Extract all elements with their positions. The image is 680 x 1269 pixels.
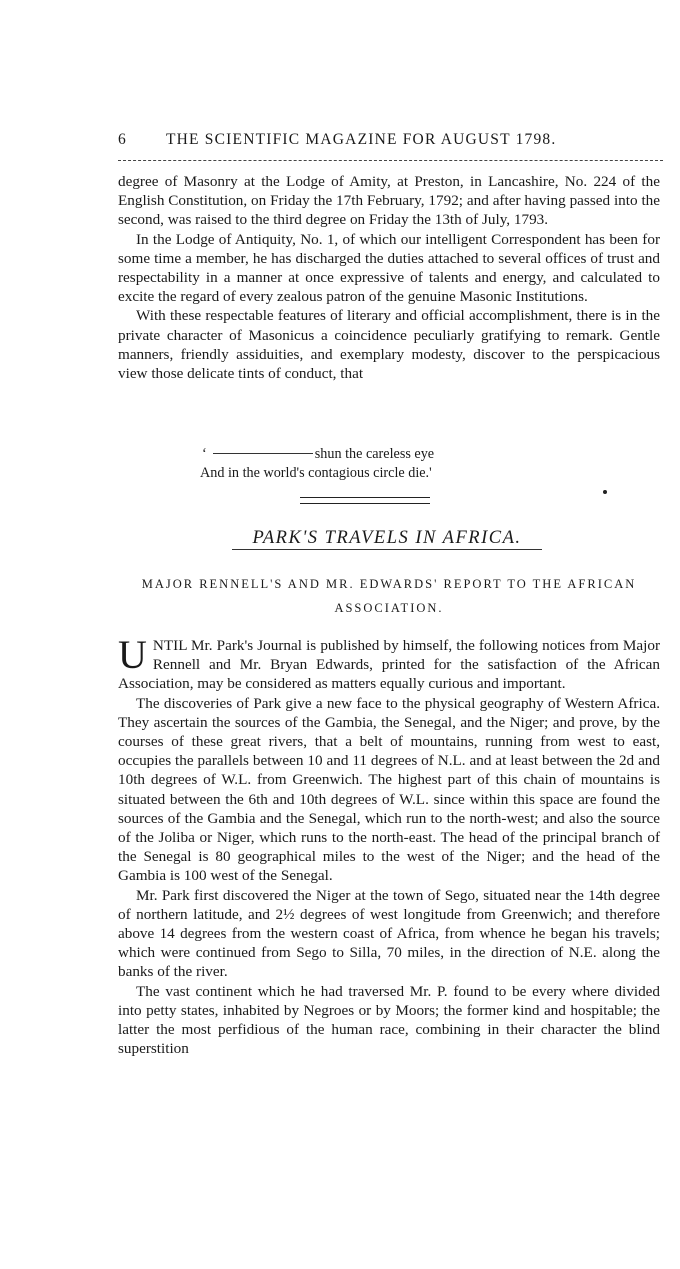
quoted-verse	[200, 445, 500, 483]
verse-line-2: And in the world's contagious circle die.'	[200, 465, 432, 481]
intro-paragraph-2: In the Lodge of Antiquity, No. 1, of which our intelligent Correspondent has been for some time a member, he has discharged the duties attached to several offices of trust and respectability in a manner at once expressive of talents and energy, and calculated to excite the regard of every zealous patron of the genuine Masonic Institutions.	[118, 230, 660, 306]
running-title: THE SCIENTIFIC MAGAZINE FOR AUGUST 1798.	[166, 131, 557, 148]
article-paragraph-4: The vast continent which he had traversed Mr. P. found to be every where divided into petty states, inhabited by Negroes or by Moors; the former kind and hospitable; the latter the most perfidious of the human race, combining in their character the blind superstition	[118, 982, 660, 1058]
ink-dot	[603, 490, 607, 494]
title-underline	[232, 549, 542, 550]
article-paragraph-3: Mr. Park first discovered the Niger at the town of Sego, situated near the 14th degree of northern latitude, and 2½ degrees of west longitude from Greenwich; and therefore above 14 degrees from the western coast of Africa, from whence he began his travels; which were continued from Sego to Silla, 70 miles, in the direction of N.E. along the banks of the river.	[118, 886, 660, 981]
header-rule	[118, 160, 663, 161]
intro-text	[118, 172, 660, 383]
article-paragraph-1	[118, 632, 660, 694]
verse-line-1: ‘ shun the careless eye	[202, 446, 435, 462]
intro-paragraph-3: With these respectable features of literary and official accomplishment, there is in the private character of Masonicus a coincidence peculiarly gratifying to remark. Gentle manners, friendly assiduities, and exemplary modesty, discover to the perspicacious view those delicate tints of conduct, that	[118, 307, 660, 383]
page-number: 6	[118, 131, 127, 148]
article-paragraph-1-text: NTIL Mr. Park's Journal is published by himself, the following notices from Major Rennell and Mr. Bryan Edwards, printed for the satisfaction of the African Association, may be considered as matters equally curious and important.	[118, 637, 660, 693]
article-subtitle: MAJOR RENNELL'S AND MR. EDWARDS' REPORT TO THE AFRICAN ASSOCIATION.	[141, 577, 637, 615]
intro-paragraph-1: degree of Masonry at the Lodge of Amity, at Preston, in Lancashire, No. 224 of the English Constitution, on Friday the 17th February, 1792; and after having passed into the second, was raised to the third degree on Friday the 13th of July, 1793.	[118, 173, 660, 229]
verse-line-1-text: shun the careless eye	[314, 446, 435, 462]
drop-cap: U	[118, 632, 147, 677]
article-paragraph-2: The discoveries of Park give a new face to the physical geography of Western Africa. They ascertain the sources of the Gambia, the Senegal, and the Niger; and prove, by the courses of these great rivers, that a belt of mountains, running from west to east, occupies the parallels between 10 and 11 degrees of N.L. and at least between the 2d and 10th degrees of W.L. from Greenwich. The highest part of this chain of mountains is situated between the 6th and 10th degrees of W.L. since within this space are found the sources of the Gambia and the Senegal, which run to the north-west; and also the source of the Joliba or Niger, which runs to the north-east. The head of the principal branch of the Senegal is 80 geographical miles to the west of the Niger; and the head of the Gambia is 100 west of the Senegal.	[118, 694, 660, 885]
section-divider	[300, 497, 430, 504]
running-header	[118, 131, 663, 149]
article-body	[118, 632, 660, 1058]
article-title: PARK'S TRAVELS IN AFRICA.	[252, 528, 522, 548]
